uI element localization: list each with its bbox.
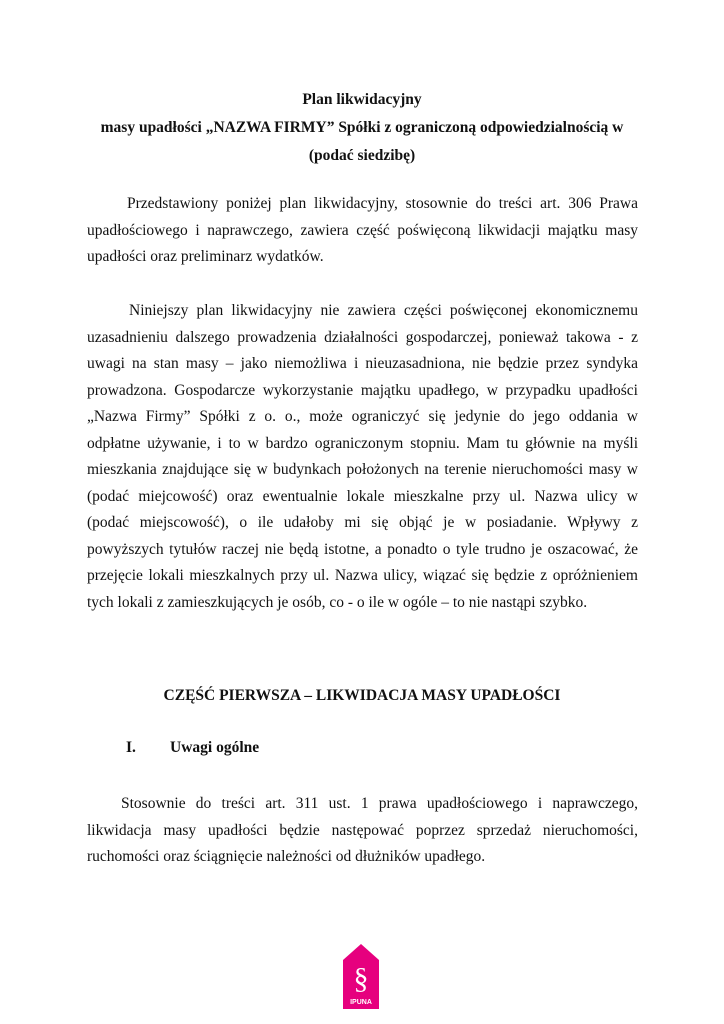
paragraph-line: (podać miejscowość), o ile udałoby mi się objąć je w posiadanie. Wpływy z	[87, 514, 638, 531]
paragraph-line: Niniejszy plan likwidacyjny nie zawiera części poświęconej ekonomicznemu	[129, 302, 638, 319]
paragraph-line: (podać miejcowość) oraz ewentualnie lokale mieszkalne przy ul. Nazwa ulicy w	[87, 487, 638, 505]
section-heading	[126, 736, 259, 760]
paragraph-line: upadłości oraz preliminarz wydatków.	[87, 248, 324, 265]
paragraph-line: odpłatne używanie, i to w bardzo ograniczonym stopniu. Mam tu głównie na myśli	[87, 434, 638, 452]
section-title: Uwagi ogólne	[170, 739, 260, 756]
title-line: masy upadłości „NAZWA FIRMY” Spółki z ograniczoną odpowiedzialnością w	[100, 119, 624, 136]
paragraph-intro	[87, 191, 638, 271]
paragraph-line: Stosownie do treści art. 311 ust. 1 prawa upadłościowego i naprawczego,	[121, 795, 638, 812]
paragraph-general-remarks	[87, 791, 638, 871]
paragraph-line: ruchomości oraz ściągnięcie należności od dłużników upadłego.	[87, 848, 486, 865]
paragraph-line: upadłościowego i naprawczego, zawiera część poświęconą likwidacji majątku masy	[87, 221, 638, 239]
paragraph-line: Przedstawiony poniżej plan likwidacyjny, stosownie do treści art. 306 Prawa	[127, 195, 638, 212]
document-title	[60, 86, 664, 170]
svg-text:IPUNA: IPUNA	[350, 999, 372, 1006]
title-line: (podać siedzibę)	[308, 147, 416, 164]
paragraph-scope	[87, 298, 638, 616]
paragraph-line: uwagi na stan masy – jako niemożliwa i nieuzasadniona, nie będzie przez syndyka	[87, 355, 638, 372]
part-heading: CZĘŚĆ PIERWSZA – LIKWIDACJA MASY UPADŁOŚCI	[163, 687, 561, 704]
title-line: Plan likwidacyjny	[302, 91, 422, 108]
paragraph-line: tych lokali z zamieszkujących je osób, co - o ile w ogóle – to nie nastąpi szybko.	[87, 593, 588, 611]
paragraph-line: likwidacja masy upadłości będzie następować poprzez sprzedaż nieruchomości,	[87, 821, 638, 839]
paragraph-line: „Nazwa Firmy” Spółki z o. o., może ograniczyć się jedynie do jego oddania w	[87, 408, 638, 425]
paragraph-line: prowadzona. Gospodarcze wykorzystanie majątku upadłego, w przypadku upadłości	[87, 381, 638, 399]
section-number: I.	[126, 739, 136, 756]
svg-text:§: §	[353, 962, 369, 995]
paragraph-line: przejęcie lokali mieszkalnych przy ul. Nazwa ulicy, wiązać się będzie z opróżnieniem	[87, 567, 638, 584]
paragraph-line: powyższych tytułów raczej nie będą istotne, a ponadto o tyle trudno je oszacować, że	[87, 540, 638, 558]
paragraph-sign-logo-icon	[343, 944, 379, 1009]
paragraph-line: uzasadnieniu dalszego prowadzenia działalności gospodarczej, ponieważ takowa - z	[87, 328, 638, 346]
paragraph-line: mieszkania znajdujące się w budynkach położonych na terenie nieruchomości masy w	[87, 461, 638, 478]
